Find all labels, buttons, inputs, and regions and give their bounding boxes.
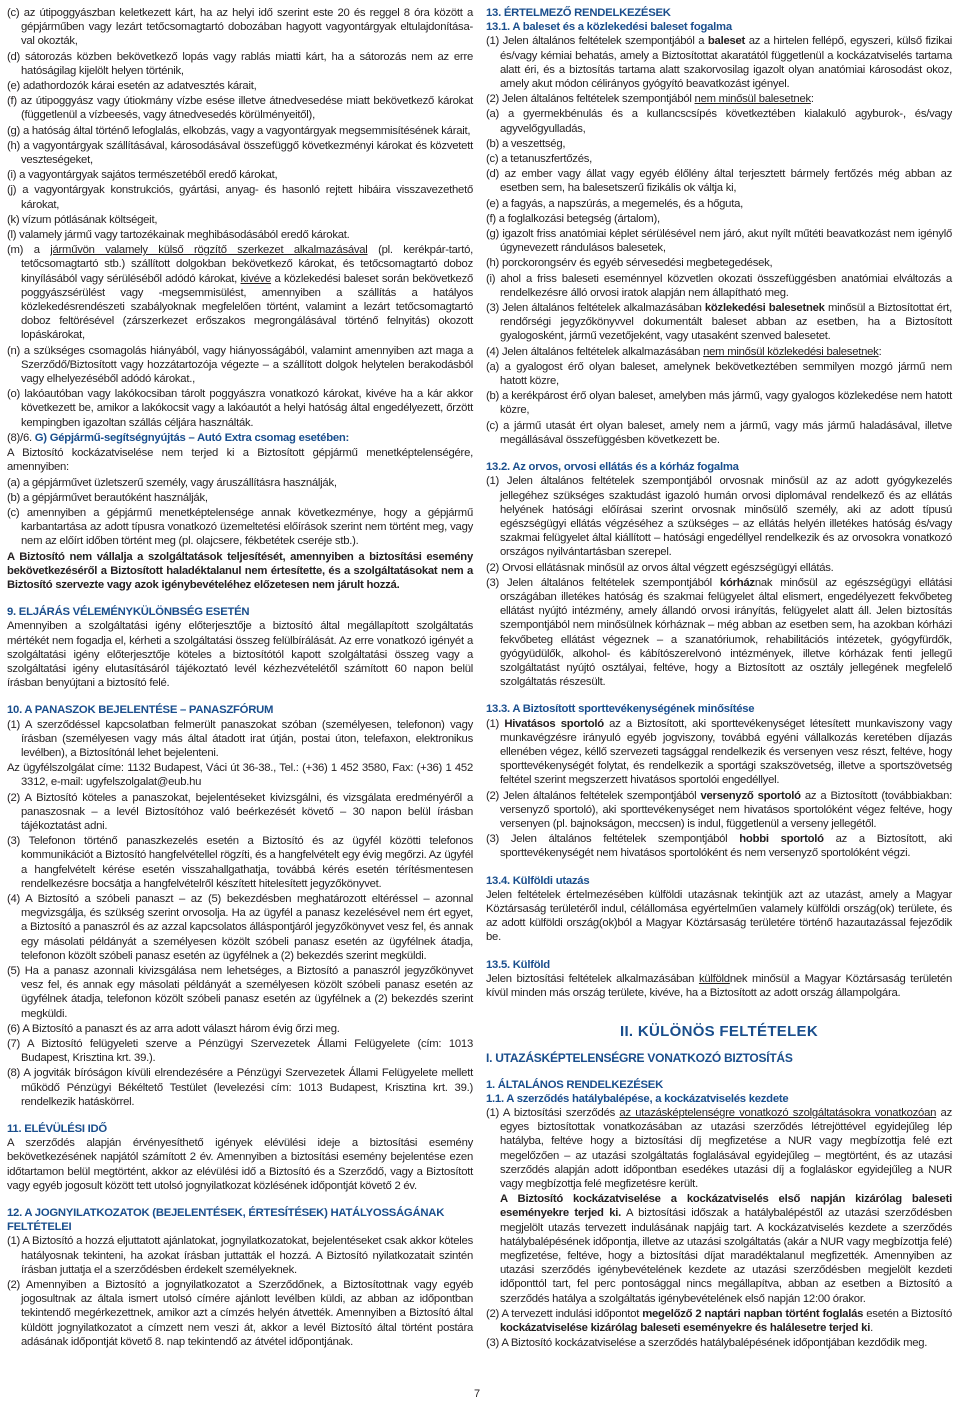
not-accident-item-d: (d) az ember vagy állat vagy egyéb élőlény által terjesztett bármely fertőzés még abban az esetben sem, ha balesetszerű fizikális ok váltja ki, xyxy=(486,168,952,195)
text-span: (4) Jelen általános feltételek alkalmazásában xyxy=(486,345,704,358)
not-traffic-accident-intro xyxy=(486,345,952,359)
definition-hospital xyxy=(486,576,952,690)
section-12-item-2: (2) Amennyiben a Biztosító a jognyilatkozatot a Szerződőnek, a Biztosítottnak vagy egyéb jogosultnak az általa ismert utolsó címére ajánlott levélben küldi, az abban az időpontban tekintendő megérkezettnek, amikor azt a címzés helyén átvették. Amennyiben a Biztosító által küldött jognyilatkozatot a címzett nem veszi át, akkor a levél Biztosító által történt postára adásának időpontját követő 8. nap tekintendő az átvétel időpontjának. xyxy=(7,1279,473,1348)
text-span: (3) Jelen általános feltételek szempontjából xyxy=(486,833,740,846)
definition-foreign-travel: Jelen feltételek értelmezésében külföldi utazásnak tekintjük azt az utazást, amely a Magyar Köztársaság területéről indul, célállomása egyértelműen valamely külföldi ország(ok) területe, és az adott külföldi ország(ok)ból a Magyar Köztársaság területére történő hazautazással fejeződik be. xyxy=(486,888,952,944)
text-span: esetén a Biztosító xyxy=(863,1307,952,1320)
section-13-1-title: 13.1. A baleset és a közlekedési baleset fogalma xyxy=(486,21,732,34)
not-accident-item-c: (c) a tetanuszfertőzés, xyxy=(486,153,593,166)
spacer xyxy=(486,690,952,702)
text-span: (2) A tervezett indulási időpontot xyxy=(486,1307,643,1320)
exclusion-item-i: (i) a vagyontárgyak sajátos természetéből eredő károkat, xyxy=(7,169,278,182)
underlined-span: kivéve xyxy=(240,272,272,285)
spacer xyxy=(486,1039,952,1051)
underlined-span: nem minősül közlekedési balesetnek xyxy=(703,345,879,358)
definition-medical-care: (2) Orvosi ellátásnak minősül az orvos által végzett egészségügyi ellátás. xyxy=(486,561,834,574)
not-accident-item-e: (e) a fagyás, a napszúrás, a megemelés, és a hőguta, xyxy=(486,197,744,210)
exclusion-item-l: (l) valamely jármű vagy tartozékainak meghibásodásából eredő károkat. xyxy=(7,229,350,242)
definition-accident xyxy=(486,34,952,91)
text-span: az a Biztosított, aki sporttevékenységét nem hivatásos sportolóként és nem versenyző sportolóként végzi. xyxy=(500,833,953,860)
section-9-title: 9. ELJÁRÁS VÉLEMÉNYKÜLÖNBSÉG ESETÉN xyxy=(7,606,250,619)
definition-traffic-accident xyxy=(486,301,952,344)
section-11-text: A szerződés alapján érvényesíthető igények elévülési ideje a biztosítási esemény bekövetkezésének napjától számított 2 év. Amennyiben a biztosítási esemény bejelentése ezen időtartamon belül megtörtént, akkor az elévülési idő a Biztosító és a Szerződő, vagy a Biztosított vagy egyéb jogosult között tett utolsó jognyilatkozat közlésének időpontját követő 2 év. xyxy=(7,1137,473,1192)
section-10-item-6: (6) A Biztosító a panaszt és az arra adott választ három évig őrzi meg. xyxy=(7,1022,340,1035)
section-10-item-2: (2) A Biztosító köteles a panaszokat, bejelentéseket kivizsgálni, és vizsgálata eredményéről a panaszosnak – a levél Biztosítóhoz való beérkezését követő – 30 napon belül írásban tájékoztatást adni. xyxy=(7,791,473,832)
section-10-item-8: (8) A jogviták bíróságon kívüli elrendezésére a Pénzügyi Szervezetek Állami Felügyelete mellett működő Pénzügyi Békéltető Testület (levelezési cím: 1013 Budapest, Krisztina krt. 39.) rendelkezik hatáskörrel. xyxy=(7,1067,473,1108)
section-g-item-b: (b) a gépjárművet berautóként használják, xyxy=(7,491,208,504)
bold-term: Hivatásos sportoló xyxy=(504,717,604,730)
section-11-title: 11. ELÉVÜLÉSI IDŐ xyxy=(7,1123,107,1136)
not-accident-item-b: (b) a veszettség, xyxy=(486,137,566,150)
bold-term: megelőző 2 naptári napban történt foglalás xyxy=(642,1307,864,1320)
underlined-span: járművön valamely külső rögzítő szerkezet alkalmazásával xyxy=(50,244,368,257)
text-span: (1) A biztosítási szerződés xyxy=(486,1107,620,1120)
spacer xyxy=(7,691,473,703)
text-span: (3) Jelen általános feltételek szempontjából xyxy=(486,576,720,589)
bold-term: kórház xyxy=(719,576,755,589)
text-span: (2) Jelen általános feltételek szempontjából xyxy=(486,93,695,106)
not-accident-intro xyxy=(486,92,952,106)
not-accident-item-h: (h) porckorongsérv és egyéb sérvesedési megbetegedések, xyxy=(486,257,773,270)
section-13-3-title: 13.3. A Biztosított sporttevékenységének minősítése xyxy=(486,703,755,716)
text-span: a közlekedési baleset során bekövetkező poggyászsérülést vagy -megsemmisülést, amennyiben a szállítás a hatályos közlekedésrendészeti szabályoknak megfelelően történt, valamint a lezárt tetőcsomagtartó doboz feltörésével (zárszerkezet erőszakos megrongálásával történő felnyitás) okozott lopáskárokat, xyxy=(21,272,473,342)
text-span: az a hirtelen fellépő, egyszeri, külső fizikai és/vagy kémiai behatás, amely a Biztosítottat akaratától függetlenül a kockázatviselés tartama alatt éri, és a biztosítás tartama alatt szakorvosilag igazolt olyan anatómiai károsodást okoz, amely akut módon célirányos gyógyító beavatkozást igényel. xyxy=(500,35,952,91)
left-column xyxy=(7,6,473,1350)
section-g-item-c: (c) amennyiben a gépjármű menetképtelensége annak következménye, hogy a gépjármű karbantartása az adott típusra vonatkozó üzemeltetési előírások szerint nem történt meg, vagy nem az előírt időben történt meg (pl. olajcsere, fékbetétek cseréje stb.). xyxy=(7,506,473,548)
text-span: (1) Jelen általános feltételek szempontjából a xyxy=(486,35,708,48)
section-13-5-title: 13.5. Külföld xyxy=(486,958,550,971)
definition-doctor: (1) Jelen általános feltételek szempontjából orvosnak minősül az az adott gyógykezelés jellegéhez szükséges szaktudást igazoló humán orvosi diplomával rendelkező és az ellátás helyének hatósági előírásai szerint orvosnak minősülő személy, aki az adott típusú egészségügyi ellátás végzéséhez a szükséges – az ellátás helyén illetékes hatóság és/vagy szakmai felügyelet által kiállított – hatósági engedéllyel rendelkezik és az orvosokra vonatkozó országos nyilvántartásban szerepel. xyxy=(486,475,952,559)
spacer xyxy=(486,1066,952,1078)
contract-effective-item-3: (3) A Biztosító kockázatviselése a szerződés hatálybalépésének időpontjában kezdődik meg. xyxy=(486,1337,928,1350)
bold-term: hobbi sportoló xyxy=(739,833,824,846)
not-accident-item-i: (i) ahol a friss baleseti eseménnyel közvetlen okozati összefüggésben anatómiai elváltozás a rendelkezésre álló orvosi iratok alapján nem állapítható meg. xyxy=(486,272,952,299)
text-span: : xyxy=(810,93,814,106)
bold-term: közlekedési balesetnek xyxy=(704,302,825,315)
exclusion-item-h: (h) a vagyontárgyak szállításával, károsodásával összefüggő következményi károkat és közvetett veszteségeket, xyxy=(7,139,473,167)
definition-competitive-athlete xyxy=(486,789,952,832)
exclusion-item-j: (j) a vagyontárgyak konstrukciós, gyártási, anyag- és hasonló rejtett hibáira visszavezethető károkat, xyxy=(7,184,473,211)
spacer xyxy=(486,1001,952,1013)
section-10-title: 10. A PANASZOK BEJELENTÉSE – PANASZFÓRUM xyxy=(7,704,274,717)
not-accident-item-g: (g) igazolt friss anatómiai képlet sérülésével nem járó, akut nyílt műtéti beavatkozást nem igénylő úgynevezett rándulásos balesetek, xyxy=(486,228,952,255)
section-1-1-title: 1.1. A szerződés hatálybalépése, a kockázatviselés kezdete xyxy=(486,1092,789,1105)
bold-term: versenyző sportoló xyxy=(700,789,801,802)
exclusion-item-d: (d) sátorozás közben bekövetkező lopás vagy rablás miatti kárt, ha a sátorozás nem az erre hatóságilag kijelölt helyen történik, xyxy=(7,50,473,77)
bold-term: kockázatviselése kizárólag baleseti eseményekre és halálesetre terjed ki xyxy=(500,1322,871,1335)
definition-professional-athlete xyxy=(486,717,952,788)
exclusion-item-k: (k) vízum pótlásának költségeit, xyxy=(7,213,158,226)
section-13-2-title: 13.2. Az orvos, orvosi ellátás és a kórház fogalma xyxy=(486,461,739,474)
section-12-item-1: (1) A Biztosító a hozzá eljuttatott ajánlatokat, jognyilatkozatokat, bejelentéseket csak akkor köteles hatályosnak tekinteni, ha azokat írásban juttatták el hozzá. A Biztosító nyilatkozatait szintén írásban juttatja el a szerződésben érdekelt személyeknek. xyxy=(7,1235,473,1276)
exclusion-item-e: (e) adathordozók kárai esetén az adatvesztés kárait, xyxy=(7,80,257,93)
underlined-span: az utazásképtelenségre vonatkozó szolgáltatásokra vonatkozóan xyxy=(619,1107,937,1120)
spacer xyxy=(7,1194,473,1206)
section-13-4-title: 13.4. Külföldi utazás xyxy=(486,874,590,887)
section-10-address: Az ügyfélszolgálat címe: 1132 Budapest, Váci út 36-38., Tel.: (+36) 1 452 3580, Fax: (+36) 1 452 3312, e-mail: ugyfelszolgalat@eub.hu xyxy=(7,762,473,789)
text-span: A biztosítási időszak a hatálybalépéstől az utazási szerződésben megjelölt utazás tervezett indulásának napjáig tart. A kockázatviselés kezdete a szerződés hatálybalépésének időpontja, illetve az utazási szolgáltatás (akár a NUR vagy megbízottja felé) megfizetése, feltéve, hogy a biztosítási díjat maradéktalanul megfizették. Amennyiben az utazási szerződés igénybevételének kezdete az utazási szerződésben megjelölt kezdeti időponttól tart, fel perc pontosággal nincs megállapítva, abban az esetben a Biztosító a szerződés hatálya a szolgáltatás igénybevételének első napján 12:00 órakor. xyxy=(500,1207,952,1305)
bold-term: A Biztosító kockázatviselése a kockázatviselés első napján kizárólag baleseti eseményekre terjed ki. xyxy=(500,1193,952,1220)
section-g-heading xyxy=(7,431,473,445)
text-span: (2) Jelen általános feltételek szempontjából xyxy=(486,789,701,802)
not-traffic-item-c: (c) a jármű utasát ért olyan baleset, amely nem a jármű, vagy más jármű haladásával, illetve megállásával összefüggésben következett be. xyxy=(486,419,952,446)
underlined-span: nem minősül balesetnek xyxy=(694,93,811,106)
exclusion-item-m xyxy=(7,243,473,342)
text-span: (m) a xyxy=(7,244,51,257)
spacer xyxy=(486,862,952,874)
text-span: : xyxy=(878,345,882,358)
text-span: (3) Jelen általános feltételek alkalmazásában xyxy=(486,302,705,315)
section-g-item-a: (a) a gépjárművet üzletszerű személy, vagy áruszállításra használják, xyxy=(7,476,337,489)
definition-hobby-athlete xyxy=(486,832,952,860)
section-12-title: 12. A JOGNYILATKOZATOK (BEJELENTÉSEK, ÉRTESÍTÉSEK) HATÁLYOSSÁGÁNAK FELTÉTELEI xyxy=(7,1207,445,1234)
exclusion-item-n: (n) a szükséges csomagolás hiányából, vagy hiányosságából, valamint amennyiben azt maga a Szerződő/Biztosított vagy hozzátartozója végezte – a szállított dolgok helytelen berakodásból vagy elhelyezéséből adódó károkat., xyxy=(7,344,473,386)
text-span: az a Biztosított (továbbiakban: versenyző sportoló), aki sporttevékenységet nem hivatásos sportolóként végez feltéve, hogy versenyen (pl. bajnokságon, meccsen) is indul, függetlenül a verseny jellegétől. xyxy=(500,789,952,830)
definition-abroad xyxy=(486,972,952,1000)
not-accident-item-a: (a) a gyermekbénulás és a kullancscsípés következtében kialakuló agyburok-, és/vagy agyvelőgyulladás, xyxy=(486,108,952,135)
text-span: . xyxy=(870,1322,873,1335)
exclusion-item-o: (o) lakóautóban vagy lakókocsiban tárolt poggyászra vonatkozó károkat, kivéve ha a kár akkor következett be, amikor a lakókocsit vagy a lakóautót a helyi hatóság által engedélyezett, őrzött kempingben igazoltan szállás céljára használták. xyxy=(7,388,473,429)
section-g-bold-notice: A Biztosító nem vállalja a szolgáltatások teljesítését, amennyiben a biztosítási esemény bekövetkezéséről a Biztosított haladéktalanul nem értesítette, és a szolgáltatásokat nem a Biztosító szervezte vagy azok igénybevételéhez előzetesen nem járult hozzá. xyxy=(7,550,473,591)
section-13-title: 13. ÉRTELMEZŐ RENDELKEZÉSEK xyxy=(486,7,671,19)
not-traffic-item-a: (a) a gyalogost érő olyan baleset, amelynek bekövetkeztében semmilyen mozgó jármű nem hatott közre, xyxy=(486,360,952,388)
text-span: nek minősül a Magyar Köztársaság területén kívül minden más ország területe, kivéve, ha a Biztosított az adott ország állampolgára. xyxy=(486,972,952,999)
contract-effective-item-1 xyxy=(486,1106,952,1191)
spacer xyxy=(7,593,473,605)
text-span: nak minősül az egészségügyi ellátási országában illetékes hatóság és szakmai felügyelet által elismert, engedélyezett fekvőbeteg ellátást nyújtó intézmény, amely állandó orvosi irányítás, felügyelet alatt áll. Jelen biztosítás szempontjából nem minősülnek kórháznak – még abban az esetben sem, ha azokban kórházi fekvőbeteg ellátást végeznek – a szanatóriumok, rehabilitációs intézetek, gyógyfürdők, gyógyüdülők, alkohol- és kábítószerelvonó intézmények, illetve kórházak fenti jellegű szolgáltatást nyújtó osztályai, feltéve, hogy a Biztosított az osztály jellegének megfelelő szolgáltatás részesült. xyxy=(500,576,952,689)
underlined-span: külföld xyxy=(698,972,730,985)
exclusion-item-f: (f) az útipoggyász vagy útiokmány vízbe esése illetve átnedvesedése miatt bekövetkező károkat (függetlenül a vízbeesés, vagy átnedvesedés körülményeitől), xyxy=(7,95,473,122)
part-ii-title: II. KÜLÖNÖS FELTÉTELEK xyxy=(620,1023,818,1041)
section-10-item-4: (4) A Biztosító a szóbeli panaszt – az (5) bekezdésben meghatározott eltéréssel – azonnal megvizsgálja, és szükség szerint orvosolja. Ha az ügyfél a panasz kezelésével nem ért egyet, a Biztosító a panaszról és az azzal kapcsolatos álláspontjáról jegyzőkönyvet vesz fel, és annak egy másolati példányát a személyesen közölt szóbeli panasz esetén az ügyfélnek átadja, telefonon közölt szóbeli panasz esetén az ügyfélnek a (2) bekezdés szerint megküldi. xyxy=(7,892,473,962)
heading-number: (8)/6. xyxy=(7,431,35,444)
spacer xyxy=(7,1110,473,1122)
spacer xyxy=(486,946,952,958)
text-span: minősül a Biztosítottat ért, rendőrségi jegyzőkönyvvel dokumentált baleset abban az esetben, ha a Biztosított gyalogosként, jármű vezetőjeként, vagy utasaként szenved balesetet. xyxy=(500,302,952,343)
exclusion-item-g: (g) a hatóság által történő lefoglalás, elkobzás, vagy a vagyontárgyak megsemmisítésének kárait, xyxy=(7,124,471,137)
page-number: 7 xyxy=(474,1388,481,1400)
section-1-title: 1. ÁLTALÁNOS RENDELKEZÉSEK xyxy=(486,1078,663,1091)
contract-effective-item-2 xyxy=(486,1307,952,1335)
part-ii-subtitle: I. UTAZÁSKÉPTELENSÉGRE VONATKOZÓ BIZTOSÍTÁS xyxy=(486,1051,793,1066)
heading-text: G) Gépjármű-segítségnyújtás – Autó Extra csomag esetében: xyxy=(34,431,350,444)
section-g-intro: A Biztosító kockázatviselése nem terjed ki a Biztosított gépjármű menetképtelenségére, amennyiben: xyxy=(7,447,473,474)
text-span: Jelen biztosítási feltételek alkalmazásában xyxy=(486,972,699,985)
exclusion-item-c: (c) az útipoggyászban keletkezett kárt, ha az helyi idő szerint este 20 és reggel 8 óra között a gépjárműben vagy lezárt tetőcsomagtartó dobozában hagyott vagyontárgyak eltulajdonítása-val okozták, xyxy=(7,7,473,48)
contract-effective-bold-notice xyxy=(486,1192,952,1306)
not-accident-item-f: (f) a foglalkozási betegség (ártalom), xyxy=(486,212,660,225)
section-9-text: Amennyiben a szolgáltatási igény előterjesztője a biztosító által megállapított szolgáltatás mértékét nem fogadja el, kérheti a szolgáltatási összeg felülbírálását. Az erre vonatkozó igényét a szolgáltatási igény előterjesztője köteles a biztosítótól kapott szolgáltatási összeg vagy a szolgáltatási igény elutasításáról tájékoztató levél kézhezvételétől számított 60 napon belül írásban benyújtani a biztosító felé. xyxy=(7,620,473,690)
text-span: az a Biztosított, aki sporttevékenységet létesített munkaviszony vagy munkavégzésre irányuló egyéb jogviszony, továbbá egyéni vállalkozás keretében díjazás ellenében végez, kéllő szervezeti tagsággal rendelkezik és versenyen vesz részt, feltéve, hogy sporttevékenységét folytat, és rendelkezik a sportági szakszövetség, illetve a sportszövetség feltétel szerint megszerzett hivatásos sportolói engedéllyel. xyxy=(500,717,953,787)
spacer xyxy=(486,448,952,460)
right-column xyxy=(486,6,952,1351)
section-10-item-1: (1) A szerződéssel kapcsolatban felmerült panaszokat szóban (személyesen, telefonon) vagy írásban (személyesen vagy más által átadott irat útján, postai úton, telefaxon, elektronikus levélben), a Biztosítónál lehet bejelenteni. xyxy=(7,718,473,759)
text-span: az egyes biztosítottak vonatkozásában az utazási szerződés létrejöttével egyidejűleg lép hatályba, feltéve hogy a biztosítási díj megfizetése a NUR vagy megbízottja felé ezt megelőzően – az utazási szolgáltatás foglalásával egyidejűleg – megtörtént, és az utazási szerződés alapján adott időpontban esedékes utazási díj a foglaláskor egyidejűleg a NUR vagy megbízottja felé megfizetésre került. xyxy=(500,1107,952,1191)
section-10-item-7: (7) A Biztosító felügyeleti szerve a Pénzügyi Szervezetek Állami Felügyelete (cím: 1013 Budapest, Krisztina krt. 39.). xyxy=(7,1038,473,1065)
not-traffic-item-b: (b) a kerékpárost érő olyan baleset, amelyben más jármű, vagy gyalogos közlekedése nem hatott közre, xyxy=(486,390,952,417)
section-10-item-3: (3) Telefonon történő panaszkezelés esetén a Biztosító és az ügyfél közötti telefonos kommunikációt a Biztosító hangfelvétellel rögzíti, és a hangfelvételt egy évig megőrzi. Az ügyfél a hangfelvételt kérése esetén visszahallgathatja, továbbá kérés esetén térítésmentesen rendelkezésre bocsátja a hangfelvételről készített hitelesített jegyzőkönyvet. xyxy=(7,835,473,890)
section-10-item-5: (5) Ha a panasz azonnali kivizsgálása nem lehetséges, a Biztosító a panaszról jegyzőkönyvet vesz fel, és annak egy másolati példányát a személyesen közölt szóbeli panasz esetén az ügyfélnek átadja, telefonon közölt szóbeli panasz esetén az ügyfélnek a (2) bekezdés szerint megküldi. xyxy=(7,965,473,1020)
text-span: (pl. kerékpár-tartó, tetőcsomagtartó stb.) szállított dolgokban bekövetkező károkat, és tetőcsomagtartó doboz kinyílásából vagy sérüléséből adódó károkat, xyxy=(21,244,473,285)
bold-term: baleset xyxy=(707,35,746,48)
text-span: (1) xyxy=(486,717,505,730)
